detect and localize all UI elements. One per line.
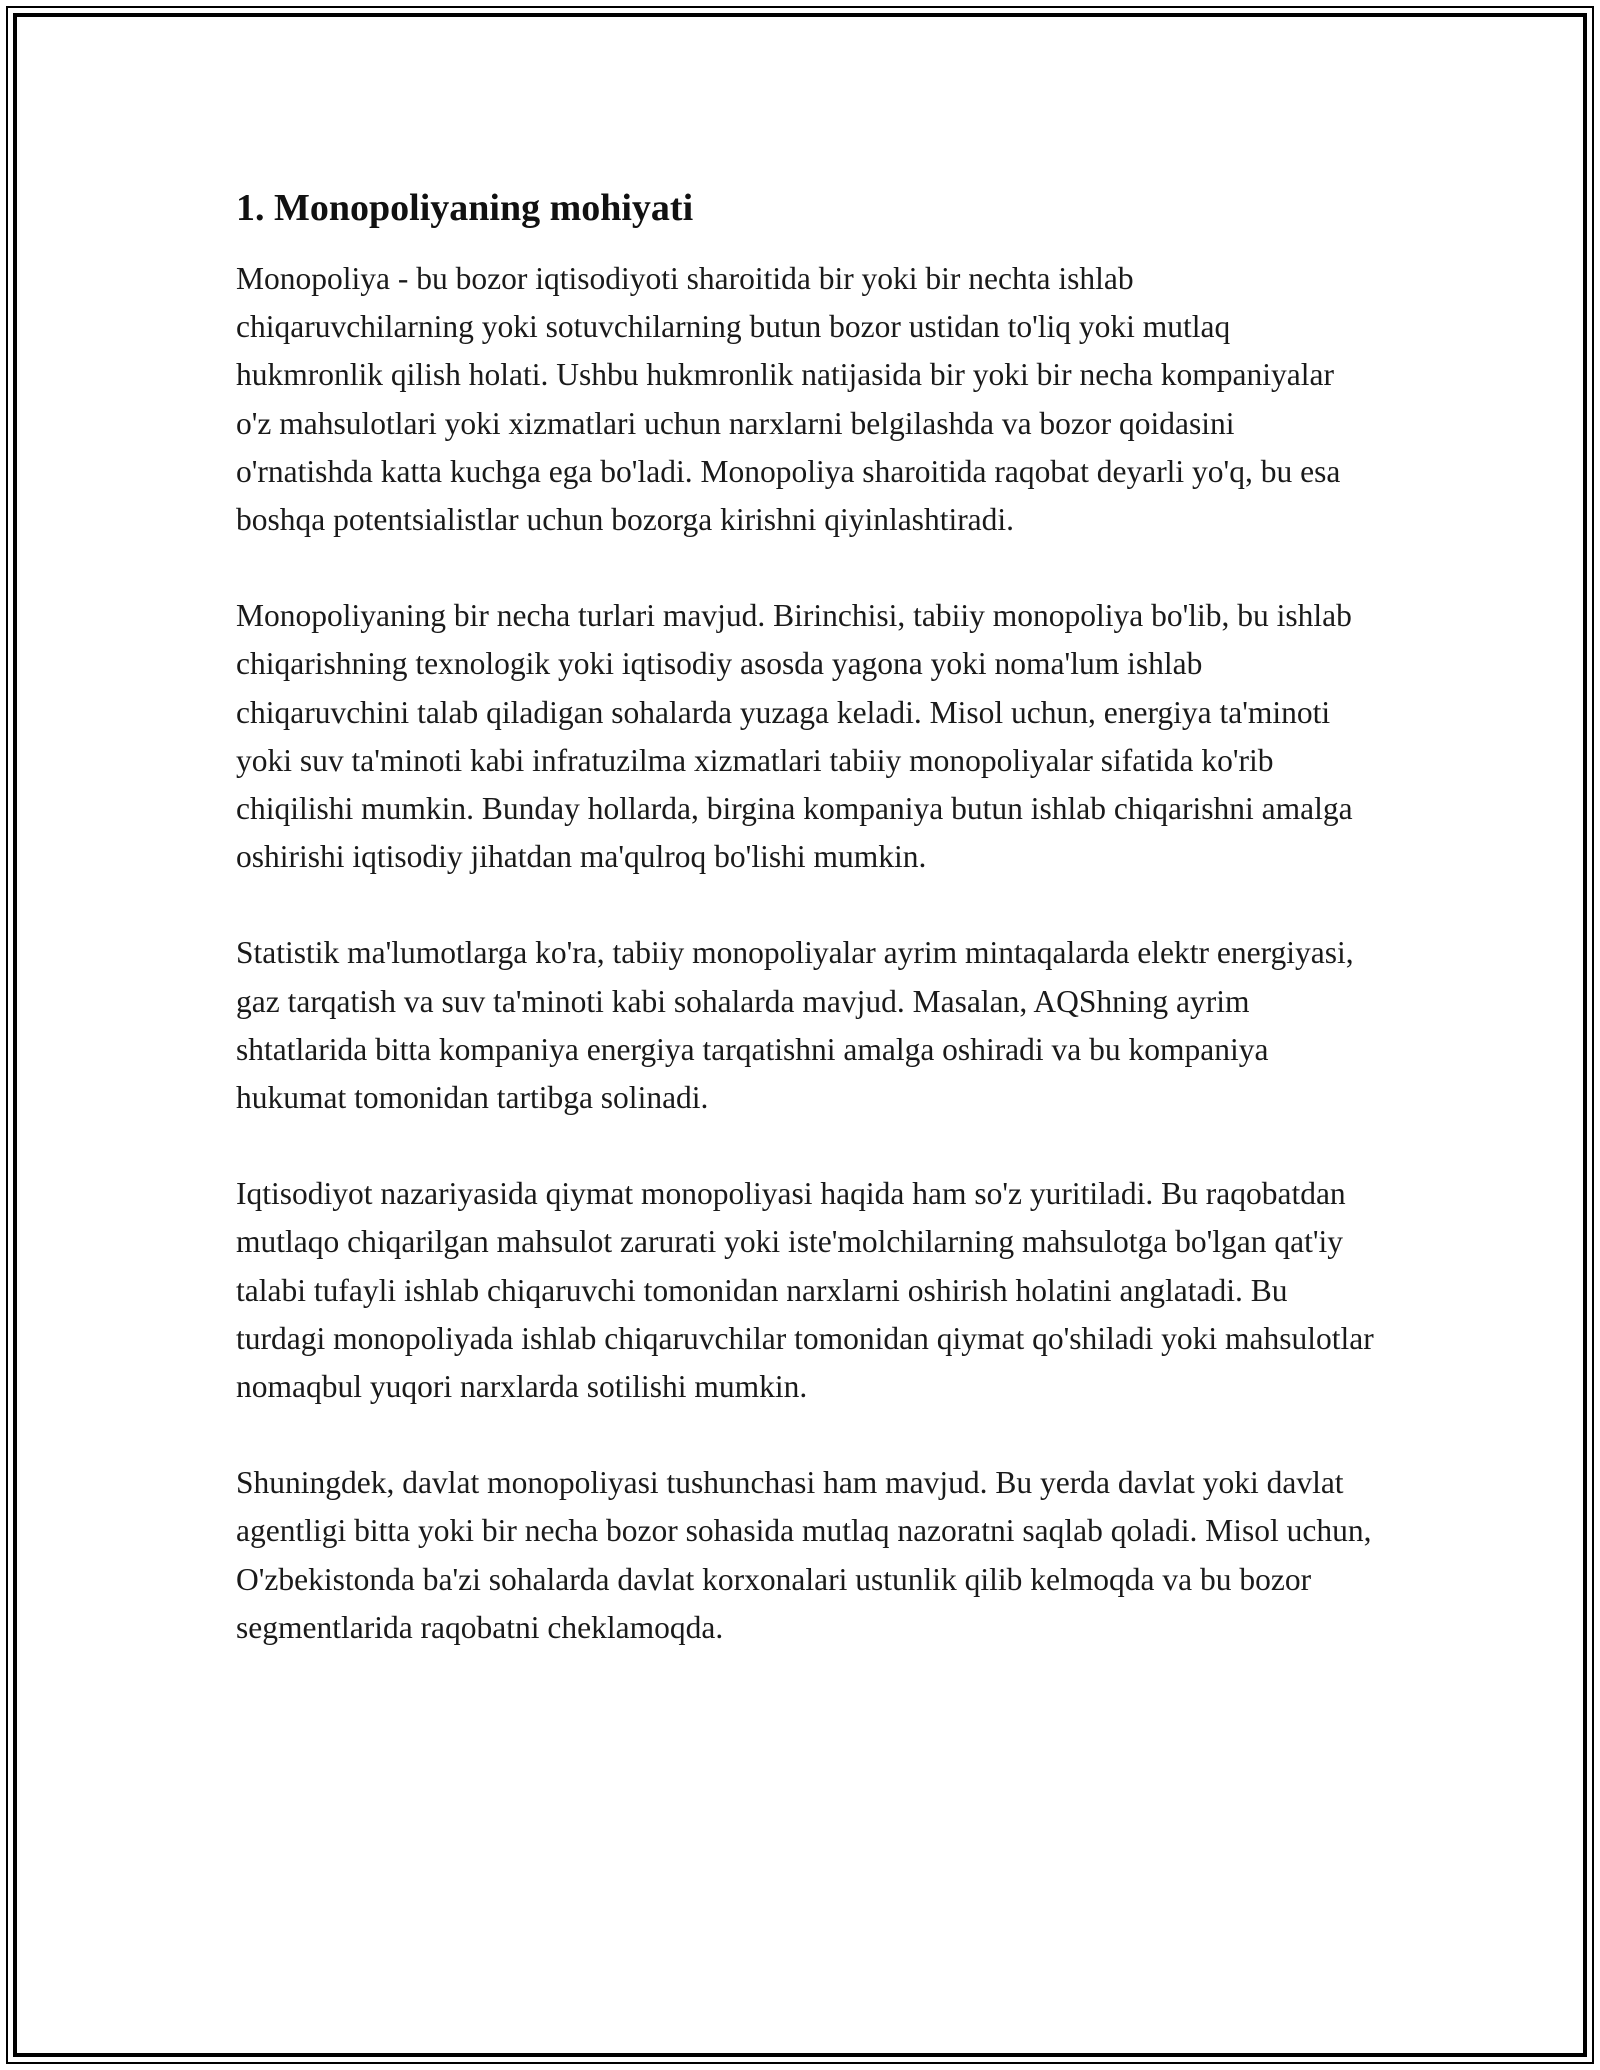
paragraph-types: Monopoliyaning bir necha turlari mavjud. Birinchisi, tabiiy monopoliya bo'lib, bu ishlab chiqarishning texnologik yoki iqtisodiy asosda yagona yoki noma'lum ishlab chiqaruvchini talab qiladigan sohalarda yuzaga keladi. Misol uchun, energiya ta'minoti yoki suv ta'minoti kabi infratuzilma xizmatlari tabiiy monopoliyalar sifatida ko'rib chiqilishi mumkin. Bunday hollarda, birgina kompaniya butun ishlab chiqarishni amalga oshirishi iqtisodiy jihatdan ma'qulroq bo'lishi mumkin. [236, 598, 1353, 875]
section-heading: 1. Monopoliyaning mohiyati [236, 187, 694, 229]
paragraph-statistics: Statistik ma'lumotlarga ko'ra, tabiiy monopoliyalar ayrim mintaqalarda elektr energiyasi, gaz tarqatish va suv ta'minoti kabi sohalarda mavjud. Masalan, AQShning ayrim shtatlarida bitta kompaniya energiya tarqatishni amalga oshiradi va bu kompaniya hukumat tomonidan tartibga solinadi. [236, 935, 1354, 1116]
paragraph-state-monopoly: Shuningdek, davlat monopoliyasi tushunchasi ham mavjud. Bu yerda davlat yoki davlat agentligi bitta yoki bir necha bozor sohasida mutlaq nazoratni saqlab qoladi. Misol uchun, O'zbekistonda ba'zi sohalarda davlat korxonalari ustunlik qilib kelmoqda va bu bozor segmentlarida raqobatni cheklamoqda. [236, 1465, 1372, 1645]
paragraph-value-monopoly: Iqtisodiyot nazariyasida qiymat monopoliyasi haqida ham so'z yuritiladi. Bu raqobatdan mutlaqo chiqarilgan mahsulot zarurati yoki iste'molchilarning mahsulotga bo'lgan qat'iy talabi tufayli ishlab chiqaruvchi tomonidan narxlarni oshirish holatini anglatadi. Bu turdagi monopoliyada ishlab chiqaruvchilar tomonidan qiymat qo'shiladi yoki mahsulotlar nomaqbul yuqori narxlarda sotilishi mumkin. [236, 1176, 1374, 1405]
document-body [236, 185, 1376, 1700]
paragraph-definition: Monopoliya - bu bozor iqtisodiyoti sharoitida bir yoki bir nechta ishlab chiqaruvchilarning yoki sotuvchilarning butun bozor ustidan to'liq yoki mutlaq hukmronlik qilish holati. Ushbu hukmronlik natijasida bir yoki bir necha kompaniyalar o'z mahsulotlari yoki xizmatlari uchun narxlarni belgilashda va bozor qoidasini o'rnatishda katta kuchga ega bo'ladi. Monopoliya sharoitida raqobat deyarli yo'q, bu esa boshqa potentsialistlar uchun bozorga kirishni qiyinlashtiradi. [236, 261, 1341, 538]
